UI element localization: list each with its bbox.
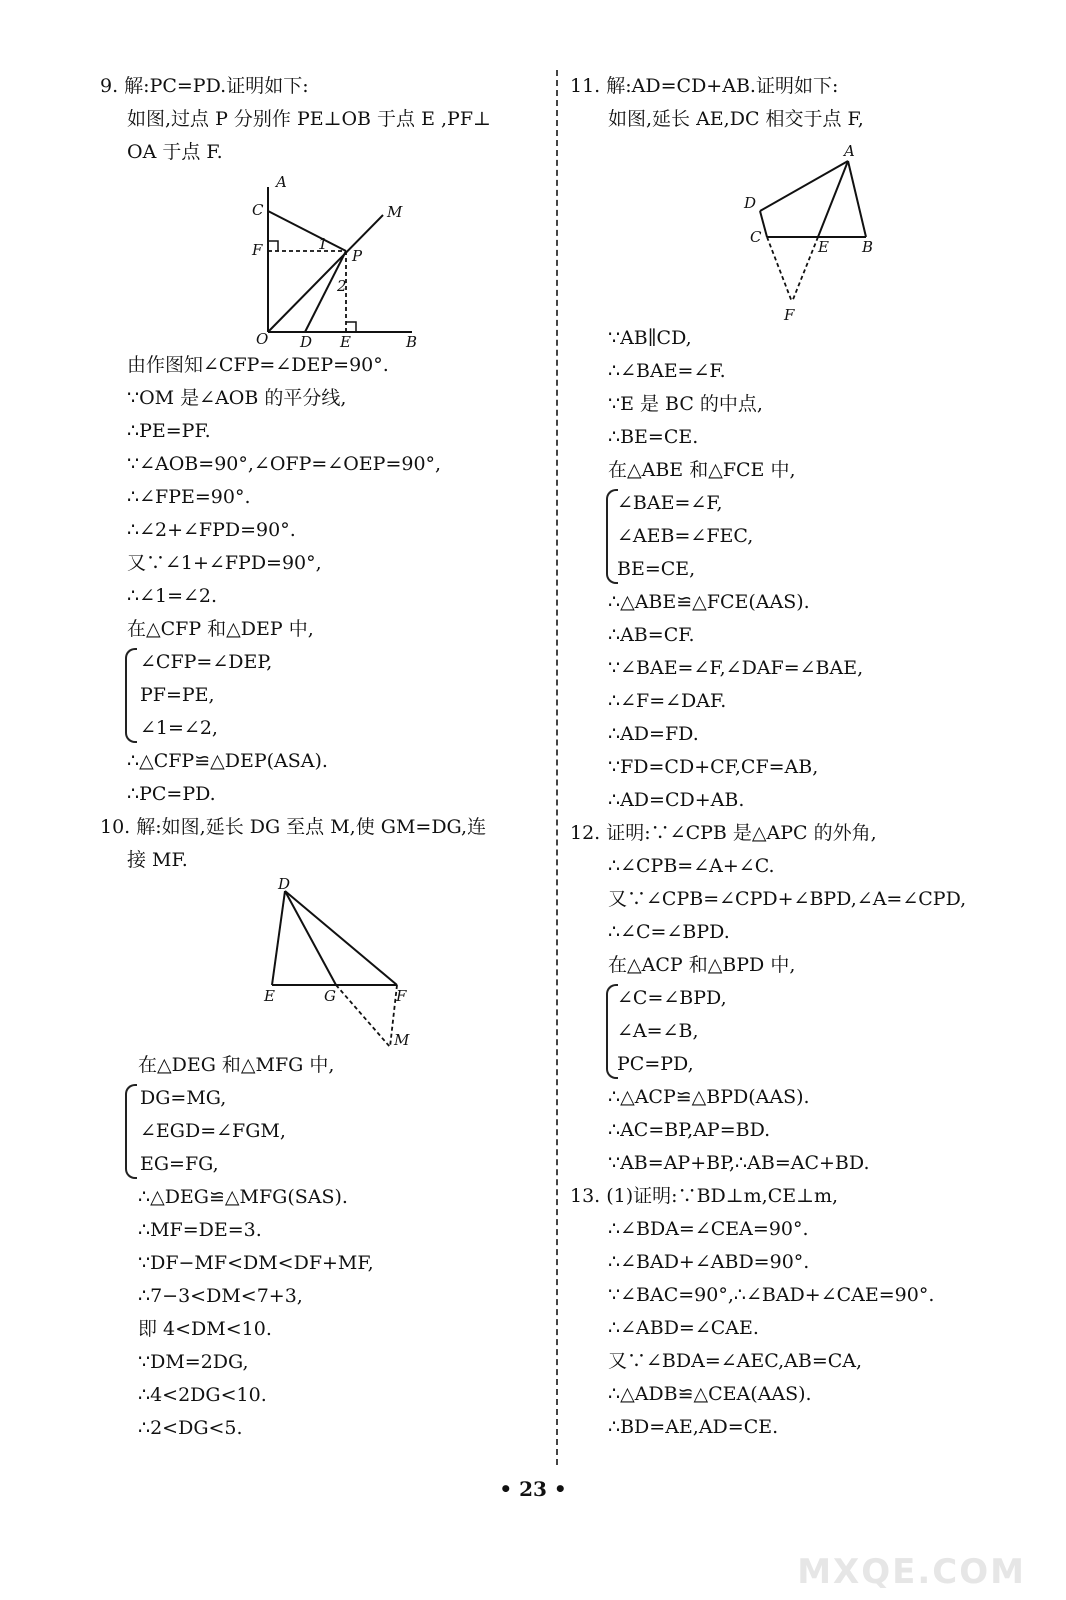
brace-symbol [125, 1084, 137, 1179]
label-D: D [278, 877, 291, 893]
step: ∴∠BAD+∠ABD=90°. [608, 1251, 810, 1273]
problem-10-text: 接 MF. [127, 849, 188, 871]
label-F: F [396, 987, 407, 1005]
problem-11-heading: 11. 解:AD=CD+AB.证明如下: [570, 75, 839, 97]
step: ∴△ABE≌△FCE(AAS). [608, 591, 810, 613]
step: ∴△ADB≌△CEA(AAS). [608, 1383, 812, 1405]
label-B: B [862, 238, 874, 256]
condition: ∠1=∠2, [140, 717, 218, 739]
label-O: O [256, 330, 269, 348]
step: ∵∠AOB=90°,∠OFP=∠OEP=90°, [127, 453, 442, 475]
step: 在△ABE 和△FCE 中, [608, 459, 796, 481]
condition: ∠BAE=∠F, [617, 492, 723, 514]
label-angle-1: 1 [318, 235, 328, 253]
step: ∵OM 是∠AOB 的平分线, [127, 387, 347, 409]
label-angle-2: 2 [337, 277, 347, 295]
condition: ∠EGD=∠FGM, [140, 1120, 286, 1142]
step: ∵∠BAC=90°,∴∠BAD+∠CAE=90°. [608, 1284, 935, 1306]
label-A: A [276, 173, 287, 191]
condition: ∠A=∠B, [617, 1020, 699, 1042]
step: ∴△DEG≌△MFG(SAS). [138, 1186, 348, 1208]
watermark: MXQE.COM [797, 1552, 1026, 1592]
label-F: F [784, 306, 795, 322]
problem-9-text: OA 于点 F. [127, 141, 223, 163]
condition: ∠AEB=∠FEC, [617, 525, 754, 547]
label-E: E [340, 333, 351, 349]
figure-11 [570, 136, 1040, 322]
condition: ∠C=∠BPD, [617, 987, 727, 1009]
step: ∴∠F=∠DAF. [608, 690, 727, 712]
label-A: A [844, 142, 855, 160]
step: ∴4<2DG<10. [138, 1384, 267, 1406]
step: ∴PE=PF. [127, 420, 211, 442]
label-B: B [406, 333, 418, 349]
label-D: D [744, 194, 757, 212]
step: 由作图知∠CFP=∠DEP=90°. [127, 354, 389, 376]
step: ∴BD=AE,AD=CE. [608, 1416, 779, 1438]
step: ∴∠C=∠BPD. [608, 921, 730, 943]
step: 在△ACP 和△BPD 中, [608, 954, 796, 976]
step: 又∵∠BDA=∠AEC,AB=CA, [608, 1350, 863, 1372]
step: ∴△ACP≌△BPD(AAS). [608, 1086, 810, 1108]
equation-system [570, 982, 1040, 1081]
label-E: E [264, 987, 275, 1005]
step: ∴∠BAE=∠F. [608, 360, 726, 382]
step: ∴PC=PD. [127, 783, 216, 805]
problem-13-heading: 13. (1)证明:∵BD⊥m,CE⊥m, [570, 1185, 839, 1207]
label-C: C [252, 201, 264, 219]
step: 又∵∠CPB=∠CPD+∠BPD,∠A=∠CPD, [608, 888, 967, 910]
step: ∵FD=CD+CF,CF=AB, [608, 756, 819, 778]
step: ∴MF=DE=3. [138, 1219, 262, 1241]
step: ∴∠2+∠FPD=90°. [127, 519, 296, 541]
step: ∴7−3<DM<7+3, [138, 1285, 303, 1307]
problem-9-heading: 9. 解:PC=PD.证明如下: [100, 75, 309, 97]
step: ∵DF−MF<DM<DF+MF, [138, 1252, 374, 1274]
step: ∴AD=FD. [608, 723, 699, 745]
label-M: M [394, 1031, 410, 1049]
label-G: G [324, 987, 336, 1005]
right-column [570, 70, 1040, 1444]
step: ∴AD=CD+AB. [608, 789, 745, 811]
equation-system [570, 487, 1040, 586]
problem-12-heading: 12. 证明:∵∠CPB 是△APC 的外角, [570, 822, 877, 844]
label-E: E [818, 238, 829, 256]
equation-system [100, 1082, 548, 1181]
brace-symbol [125, 648, 137, 743]
condition: PF=PE, [140, 684, 215, 706]
brace-symbol [606, 984, 618, 1079]
step: ∵∠BAE=∠F,∠DAF=∠BAE, [608, 657, 864, 679]
step: ∴AB=CF. [608, 624, 695, 646]
condition: DG=MG, [140, 1087, 227, 1109]
page-number: • 23 • [499, 1477, 567, 1501]
step: ∴△CFP≌△DEP(ASA). [127, 750, 328, 772]
step: ∴∠CPB=∠A+∠C. [608, 855, 775, 877]
step: ∴∠FPE=90°. [127, 486, 251, 508]
figure-9 [100, 169, 548, 349]
brace-symbol [606, 489, 618, 584]
step: ∵DM=2DG, [138, 1351, 249, 1373]
problem-11-text: 如图,延长 AE,DC 相交于点 F, [608, 108, 864, 130]
step: ∵AB∥CD, [608, 327, 692, 349]
left-column [100, 70, 548, 1445]
label-P: P [352, 247, 363, 265]
condition: PC=PD, [617, 1053, 694, 1075]
step: ∴BE=CE. [608, 426, 699, 448]
label-D: D [300, 333, 313, 349]
label-F: F [252, 241, 263, 259]
step: ∴∠ABD=∠CAE. [608, 1317, 759, 1339]
problem-9-text: 如图,过点 P 分别作 PE⊥OB 于点 E ,PF⊥ [127, 108, 491, 130]
label-M: M [387, 203, 403, 221]
condition: EG=FG, [140, 1153, 219, 1175]
step: 在△DEG 和△MFG 中, [138, 1054, 335, 1076]
step: ∴2<DG<5. [138, 1417, 243, 1439]
step: 在△CFP 和△DEP 中, [127, 618, 314, 640]
column-divider [556, 70, 558, 1465]
condition: BE=CE, [617, 558, 696, 580]
figure-10 [100, 877, 548, 1049]
step: ∴∠1=∠2. [127, 585, 218, 607]
step: ∴∠BDA=∠CEA=90°. [608, 1218, 809, 1240]
equation-system [100, 646, 548, 745]
step: 又∵∠1+∠FPD=90°, [127, 552, 322, 574]
label-C: C [750, 228, 762, 246]
step: 即 4<DM<10. [138, 1318, 272, 1340]
problem-10-heading: 10. 解:如图,延长 DG 至点 M,使 GM=DG,连 [100, 816, 487, 838]
condition: ∠CFP=∠DEP, [140, 651, 273, 673]
step: ∴AC=BP,AP=BD. [608, 1119, 771, 1141]
step: ∵E 是 BC 的中点, [608, 393, 763, 415]
step: ∵AB=AP+BP,∴AB=AC+BD. [608, 1152, 870, 1174]
